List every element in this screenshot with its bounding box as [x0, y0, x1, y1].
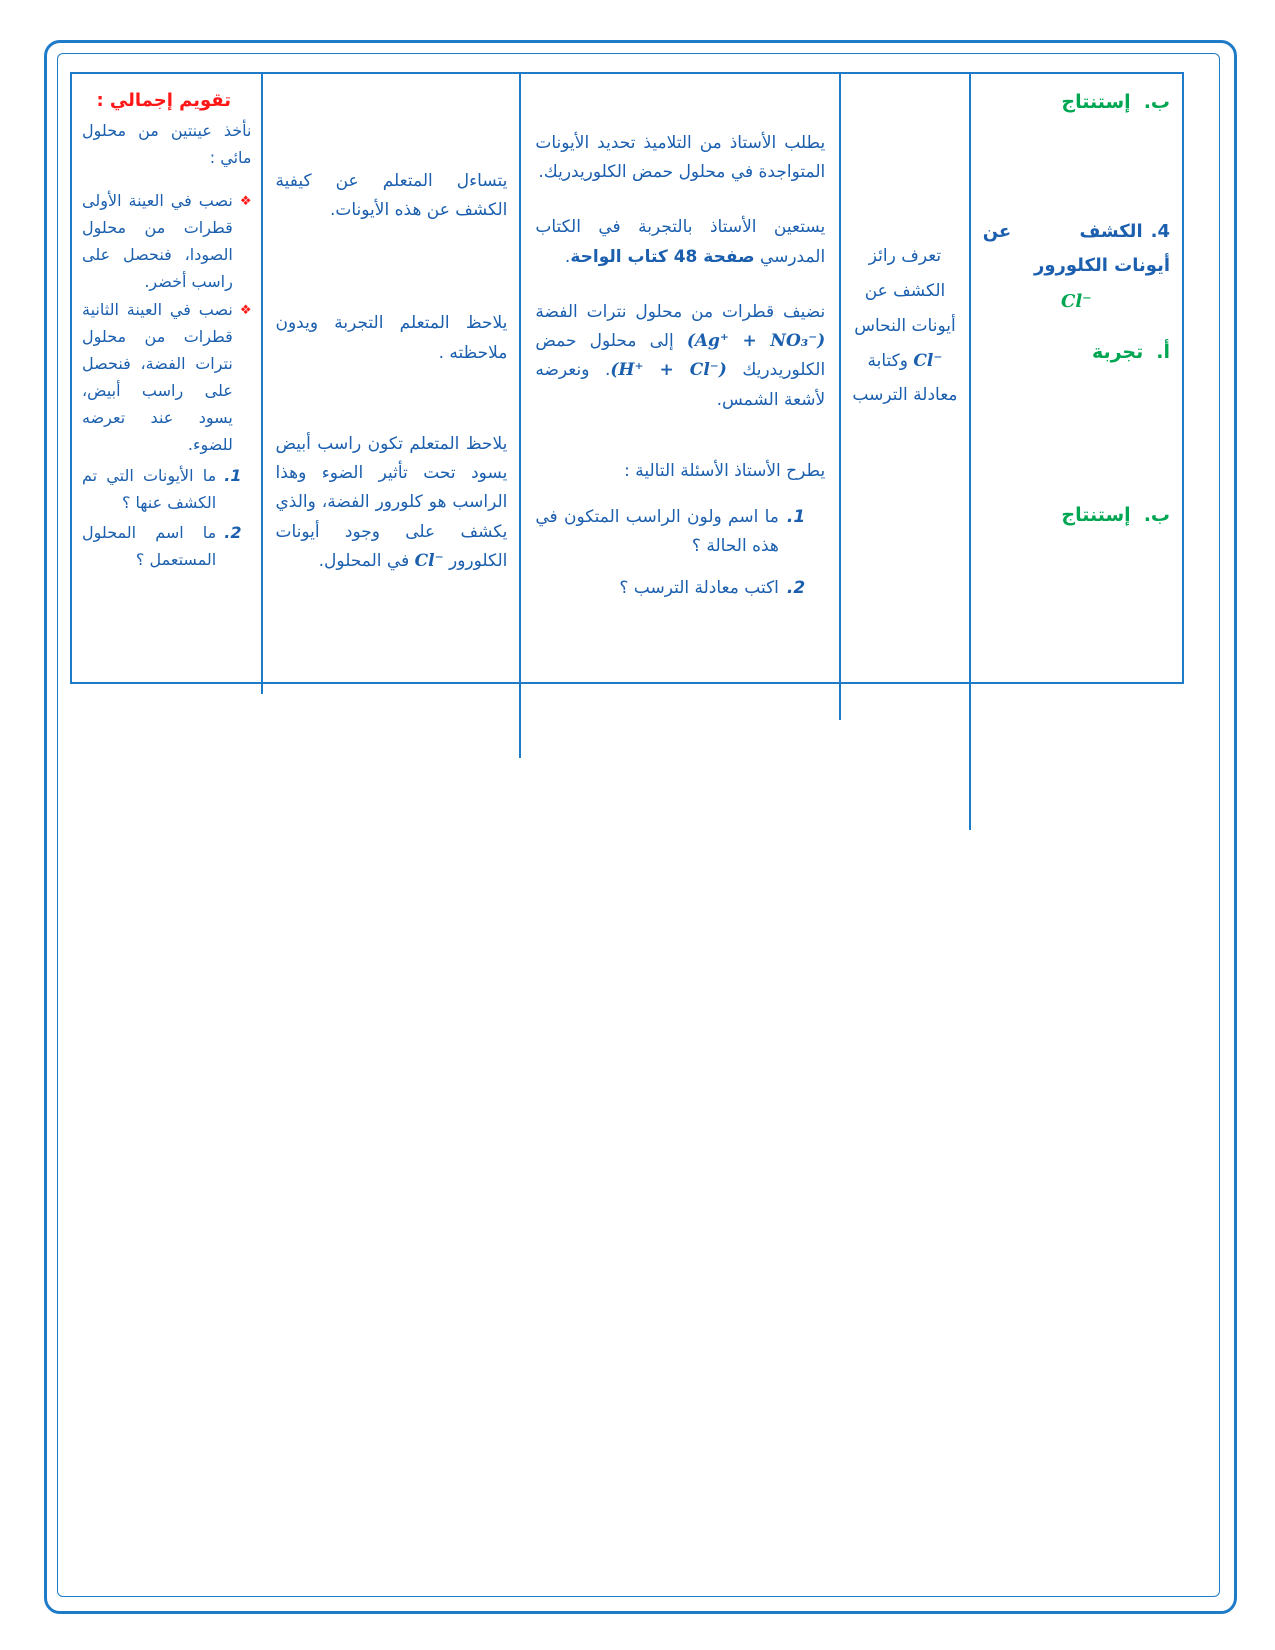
diamond-bullet-icon: ❖ [239, 303, 252, 319]
objective-text-before: تعرف رائز الكشف عن أيونات النحاس [854, 246, 956, 336]
question-number: 1. [224, 465, 242, 485]
teacher-paragraph-3 [535, 298, 825, 415]
chloride-ion-formula: Cl⁻ [1061, 291, 1092, 313]
teacher-question-1 [535, 503, 825, 561]
learner-paragraph-1: يتساءل المتعلم عن كيفية الكشف عن هذه الأيونات. [275, 171, 508, 221]
chloride-ion-formula: Cl⁻ [913, 350, 943, 371]
section-number: 4. [1150, 220, 1170, 242]
objective-text-after: وكتابة معادلة الترسب [852, 350, 958, 406]
teacher-p2-suffix: . [564, 246, 571, 267]
assessment-question-1 [82, 463, 251, 517]
silver-nitrate-formula: (Ag⁺ + NO₃⁻) [686, 331, 826, 352]
bullet-text: نصب في العينة الثانية قطرات من محلول نترات الفضة، فنحصل على راسب أبيض، يسود عند تعرضه للضوء. [82, 300, 233, 454]
heading-number: ب. [1143, 503, 1170, 526]
teacher-p3-text-a: نضيف قطرات من محلول نترات الفضة [535, 301, 826, 322]
teacher-question-2 [535, 574, 825, 603]
question-number: 2. [786, 577, 806, 598]
learner-p3-text-b: في المحلول. [318, 550, 410, 571]
question-number: 1. [786, 507, 806, 528]
textbook-page-reference: صفحة 48 كتاب الواحة [570, 246, 755, 267]
question-number: 2. [224, 523, 242, 543]
teacher-paragraph-1: يطلب الأستاذ من التلاميذ تحديد الأيونات المتواجدة في محلول حمض الكلوريدريك. [535, 133, 826, 183]
question-text: ما اسم المحلول المستعمل ؟ [82, 523, 217, 570]
assessment-question-2 [82, 520, 251, 574]
lesson-plan-table [70, 72, 1184, 684]
bullet-text: نصب في العينة الأولى قطرات من محلول الصودا، فنحصل على راسب أخضر. [82, 190, 233, 291]
learner-paragraph-2: يلاحظ المتعلم التجربة ويدون ملاحظته . [275, 313, 508, 363]
question-text: ما الأيونات التي تم الكشف عنها ؟ [82, 465, 217, 512]
conclusion-heading-top [983, 86, 1170, 119]
section4-heading [983, 215, 1170, 283]
table-cell-teacher-activities [521, 74, 841, 720]
question-text: ما اسم ولون الراسب المتكون في هذه الحالة ؟ [535, 507, 779, 557]
heading-label: إستنتاج [1061, 91, 1131, 113]
learner-p3-text-a: يلاحظ المتعلم تكون راسب أبيض يسود تحت تأثير الضوء وهذا الراسب هو كلورور الفضة، والذي يكشف على وجود أيونات الكلورور [275, 433, 508, 571]
section-label: الكشف عن أيونات الكلورور [982, 220, 1170, 276]
table-cell-learner-activities [263, 74, 521, 758]
assessment-bullet-2 [82, 297, 251, 458]
objective-text [849, 239, 960, 413]
table-cell-assessment [72, 74, 263, 694]
diamond-bullet-icon: ❖ [239, 193, 252, 209]
heading-label: تجربة [1091, 341, 1144, 363]
conclusion-heading-bottom [983, 499, 1170, 532]
section4-formula-line [983, 287, 1170, 318]
teacher-p3-text-b: إلى محلول حمض الكلوريدريك [535, 331, 826, 381]
learner-paragraph-3 [275, 430, 507, 576]
heading-label: إستنتاج [1061, 503, 1131, 526]
chloride-ion-formula: Cl⁻ [414, 550, 444, 571]
assessment-bullet-1 [82, 188, 251, 296]
teacher-paragraph-4: يطرح الأستاذ الأسئلة التالية : [624, 460, 826, 481]
heading-number: ب. [1143, 91, 1170, 113]
table-cell-objective [841, 74, 970, 830]
teacher-p3-text-c: . ونعرضه لأشعة الشمس. [535, 360, 826, 410]
hydrochloric-acid-formula: (H⁺ + Cl⁻) [610, 360, 727, 381]
question-text: اكتب معادلة الترسب ؟ [619, 577, 779, 598]
table-cell-outline [971, 74, 1182, 694]
assessment-intro: نأخذ عينتين من محلول مائي : [82, 121, 252, 168]
teacher-p2-prefix: يستعين الأستاذ بالتجربة في الكتاب المدرسي [535, 217, 826, 267]
teacher-paragraph-2 [535, 213, 825, 271]
assessment-title: تقويم إجمالي : [96, 90, 232, 111]
experiment-heading [983, 336, 1170, 369]
heading-number: أ. [1156, 341, 1170, 363]
